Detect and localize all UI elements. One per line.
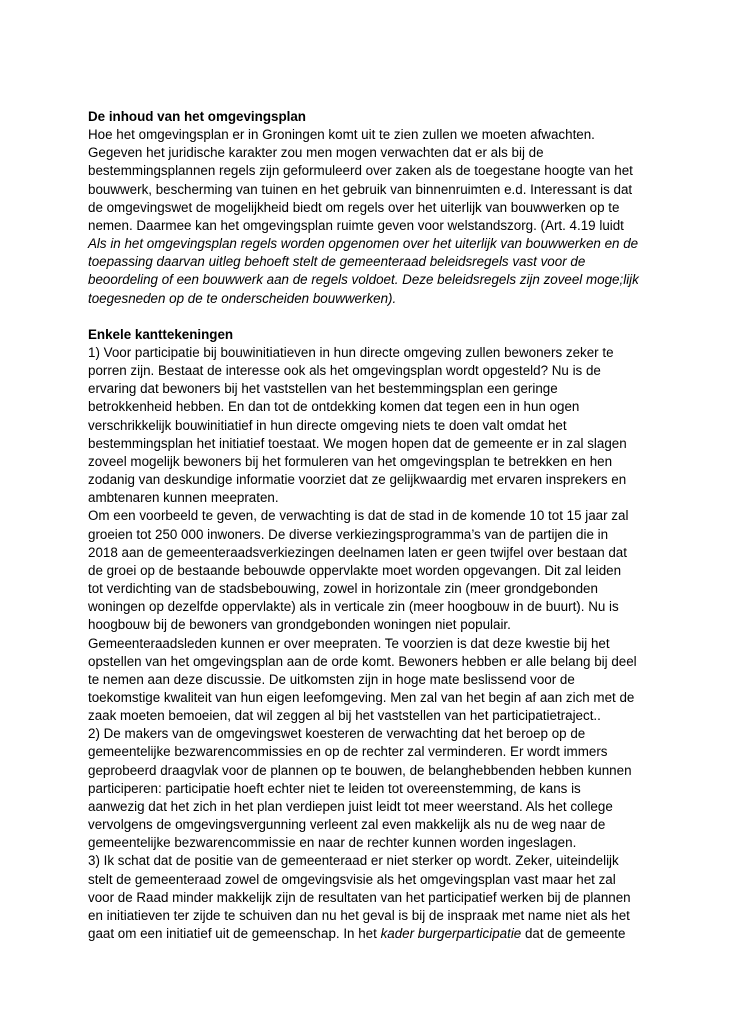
text-line: zaak moeten bemoeien, dat wil zeggen al bij het vaststellen van het participatietraject.. — [88, 708, 601, 724]
paragraph-kanttekeningen — [88, 344, 648, 943]
section-heading-omgevingsplan: De inhoud van het omgevingsplan — [88, 109, 306, 124]
quoted-article-line: toegesneden op de te onderscheiden bouwwerken). — [88, 290, 397, 306]
text-line-final-start: gaat om een initiatief uit de gemeenschap. In het — [88, 926, 381, 942]
text-line: Hoe het omgevingsplan er in Groningen komt uit te zien zullen we moeten afwachten. — [88, 127, 595, 143]
text-line: geprobeerd draagvlak voor de plannen op te bouwen, de belanghebbenden hebben kunnen — [88, 762, 632, 778]
text-line: bestemmingsplannen regels zijn geformuleerd over zaken als de toegestane hoogte van het — [88, 163, 633, 179]
paragraph-spacer — [88, 308, 648, 326]
text-line: 1) Voor participatie bij bouwinitiatieven in hun directe omgeving zullen bewoners zeker te — [88, 345, 614, 361]
section-heading-kanttekeningen: Enkele kanttekeningen — [88, 326, 234, 342]
text-line: bestemmingsplan het initiatief toestaat. We mogen hopen dat de gemeente er in zal slagen — [88, 435, 627, 451]
text-line: de omgevingswet de mogelijkheid biedt om regels over het uiterlijk van bouwwerken op te — [88, 199, 620, 215]
text-line: hoogbouw bij de bewoners van grondgebonden woningen niet populair. — [88, 617, 511, 633]
quoted-article-line: toepassing daarvan uitleg behoeft stelt de gemeenteraad beleidsregels vast voor de — [88, 254, 586, 270]
text-line: porren zijn. Bestaat de interesse ook als het omgevingsplan wordt opgesteld? Nu is de — [88, 363, 601, 379]
text-line: bouwwerk, bescherming van tuinen en het gebruik van binnenruimten e.d. Interessant is dat — [88, 181, 633, 197]
text-line-final-end: dat de gemeente — [521, 926, 626, 942]
text-line: participeren: participatie hoeft echter niet te leiden tot overeenstemming, de kans is — [88, 780, 581, 796]
text-line: verschrikkelijk bouwinitiatief in hun directe omgeving niets te doen valt omdat het — [88, 417, 567, 433]
text-line-final — [88, 925, 648, 943]
text-line: gemeentelijke bezwarencommissie en naar de rechter kunnen worden ingeslagen. — [88, 835, 577, 851]
text-line: ervaring dat bewoners bij het vaststellen van het bestemmingsplan een geringe — [88, 381, 558, 397]
text-line: groeien tot 250 000 inwoners. De diverse verkiezingsprogramma’s van de partijen die in — [88, 526, 609, 542]
document-page — [88, 108, 648, 943]
text-line: stelt de gemeenteraad zowel de omgevingsvisie als het omgevingsplan vast maar het zal — [88, 871, 616, 887]
text-line: ambtenaren kunnen meepraten. — [88, 490, 279, 506]
text-line: gemeentelijke bezwarencommissies en op de rechter zal verminderen. Er wordt immers — [88, 744, 608, 760]
text-line: 2) De makers van de omgevingswet koesteren de verwachting dat het beroep op de — [88, 726, 586, 742]
text-line: vervolgens de omgevingsvergunning verleent zal even makkelijk als nu de weg naar de — [88, 817, 606, 833]
kader-burgerparticipatie-title: kader burgerparticipatie — [380, 926, 522, 942]
text-line: 2018 aan de gemeenteraadsverkiezingen deelnamen laten er geen twijfel over bestaan dat — [88, 544, 627, 560]
text-line: 3) Ik schat dat de positie van de gemeenteraad er niet sterker op wordt. Zeker, uiteindelijk — [88, 853, 619, 869]
text-line: aanwezig dat het zich in het plan verdiepen juist leidt tot meer weerstand. Als het college — [88, 798, 613, 814]
text-line: nemen. Daarmee kan het omgevingsplan ruimte geven voor welstandszorg. (Art. 4.19 luidt — [88, 217, 624, 233]
text-line: opstellen van het omgevingsplan aan de orde komt. Bewoners hebben er alle belang bij deel — [88, 653, 637, 669]
text-line: zodanig van deskundige informatie voorziet dat ze gelijkwaardig met ervaren insprekers en — [88, 472, 627, 488]
text-line: Gegeven het juridische karakter zou men mogen verwachten dat er als bij de — [88, 145, 544, 161]
text-line: en initiatieven ter zijde te schuiven dan nu het geval is bij de inspraak met name niet als het — [88, 907, 630, 923]
quoted-article-line: beoordeling of een bouwwerk aan de regels voldoet. Deze beleidsregels zijn zoveel moge;lijk — [88, 272, 639, 288]
text-line: toekomstige kwaliteit van hun eigen leefomgeving. Men zal van het begin af aan zich met de — [88, 689, 635, 705]
text-line: betrokkenheid hebben. En dan tot de ontdekking komen dat tegen een in hun ogen — [88, 399, 580, 415]
text-line: te nemen aan deze discussie. De uitkomsten zijn in hoge mate beslissend voor de — [88, 671, 575, 687]
text-line: voor de Raad minder makkelijk zijn de resultaten van het participatief werken bij de plannen — [88, 889, 631, 905]
quoted-article-line: Als in het omgevingsplan regels worden opgenomen over het uiterlijk van bouwwerken en de — [88, 236, 639, 252]
text-line: de groei op de bestaande bebouwde oppervlakte moet worden opgevangen. Dit zal leiden — [88, 562, 622, 578]
text-line: Om een voorbeeld te geven, de verwachting is dat de stad in de komende 10 tot 15 jaar zal — [88, 508, 629, 524]
text-line: tot verdichting van de stadsbebouwing, zowel in horizontale zin (meer grondgebonden — [88, 581, 598, 597]
text-line: Gemeenteraadsleden kunnen er over meepraten. Te voorzien is dat deze kwestie bij het — [88, 635, 610, 651]
paragraph-omgevingsplan — [88, 126, 648, 308]
text-line: zoveel mogelijk bewoners bij het formuleren van het omgevingsplan te betrekken en hen — [88, 453, 613, 469]
text-line: woningen op dezelfde oppervlakte) als in verticale zin (meer hoogbouw in de buurt). Nu is — [88, 599, 619, 615]
